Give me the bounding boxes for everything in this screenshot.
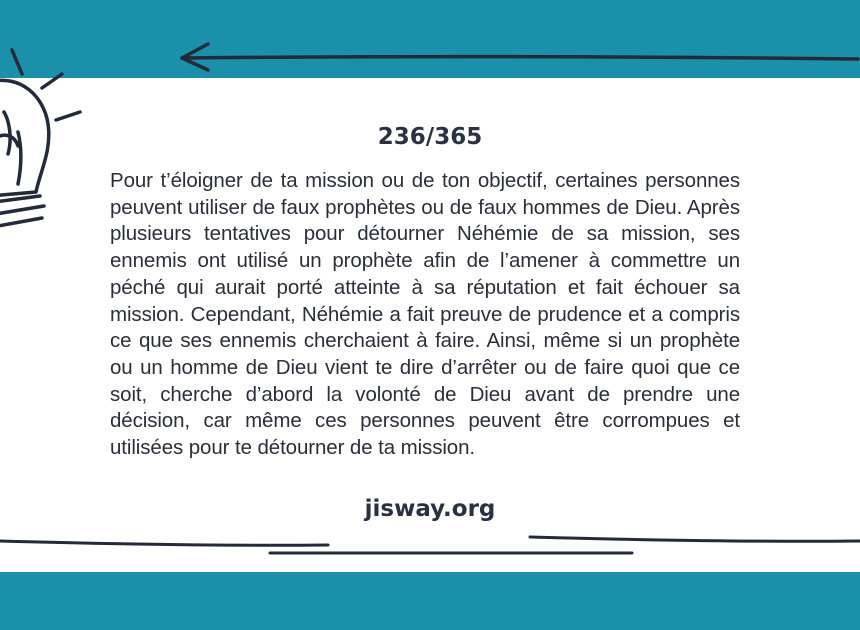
devotional-text: Pour t’éloigner de ta mission ou de ton objectif, certaines personnes peuvent utiliser de faux prophètes ou de faux hommes de Dieu. Après plusieurs tentatives pour détourner Néhémie de sa mission, ses ennemis ont utilisé un prophète afin de l’amener à commettre un péché qui aurait porté atteinte à sa réputation et fait échouer sa mission. Cependant, Néhémie a fait preuve de prudence et a compris ce que ses ennemis cherchaient à faire. Ainsi, même si un prophète ou un homme de Dieu vient te dire d’arrêter ou de faire quoi que ce soit, cherche d’abord la volonté de Dieu avant de prendre une décision, car même ces personnes peuvent être corrompues et utilisées pour te détourner de ta mission. [110, 169, 740, 460]
website-link: jisway.org [364, 496, 496, 522]
day-counter: 236/365 [377, 124, 483, 150]
arrow-left-icon [182, 44, 858, 70]
